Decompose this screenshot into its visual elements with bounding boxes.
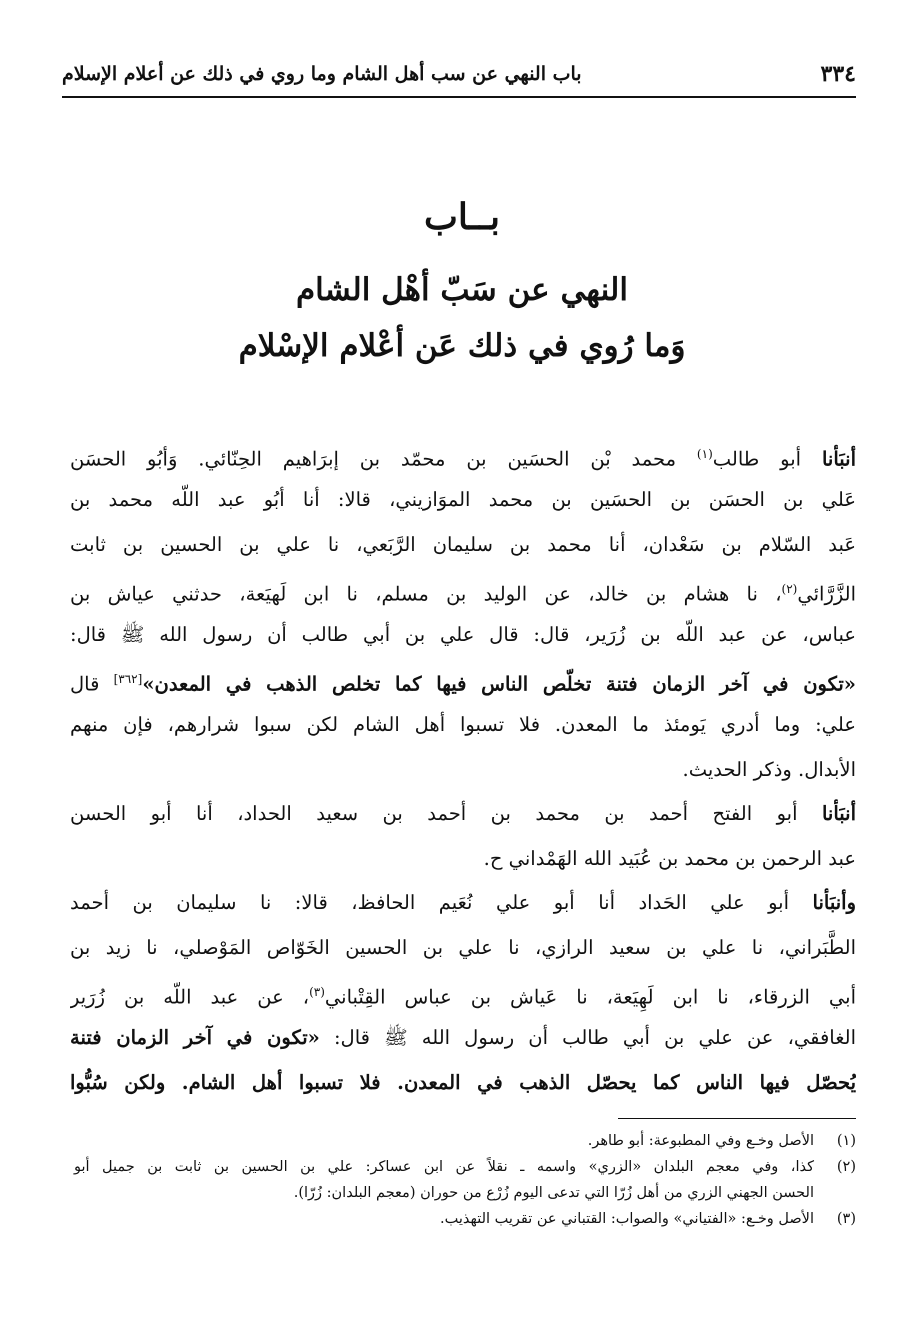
footnote-ref-3: (٣) (309, 985, 325, 999)
text-line (70, 432, 856, 477)
text-run: أبو علي الحَداد أنا أبو علي نُعَيم الحافظ، قالا: نا سليمان بن أحمد (70, 891, 813, 914)
paragraph-1 (70, 432, 856, 792)
text-run: الغافقي، عن علي بن أبي طالب أن رسول الله ﷺ قال: (319, 1026, 856, 1049)
text-run: أبو طالب (712, 447, 822, 471)
text-run: أبو الفتح أحمد بن محمد بن أحمد بن سعيد الحداد، أنا أبو الحسن (70, 802, 822, 825)
text-line (70, 970, 856, 1015)
footnote-ref-2: (٢) (781, 582, 798, 596)
hadith-number: [٣٦٢] (113, 672, 143, 686)
footnote-text: الأصل وخـع: «الفتياني» والصواب: القتباني عن تقريب التهذيب. (440, 1211, 814, 1227)
text-line (70, 1015, 856, 1060)
running-header (62, 52, 856, 98)
text-line: يُحصّل فيها الناس كما يحصّل الذهب في المعدن. فلا تسبوا أهل الشام. ولكن سُبُّوا (70, 1071, 856, 1094)
text-line: الطَّبَراني، نا علي بن سعيد الرازي، نا علي بن الحسين الخَوّاص المَوْصلي، نا زيد بن (70, 936, 856, 959)
text-line (70, 657, 856, 702)
text-run: الزَّرَّائي (797, 582, 856, 606)
footnote-1 (74, 1128, 856, 1154)
text-run: محمد بْن الحسَين بن محمّد بن إبرَاهيم الحِنّائي. وَأبُو الحسَن (70, 447, 697, 471)
text-line: عباس، عن عبد اللّه بن زُرَير، قال: قال علي بن أبي طالب أن رسول الله ﷺ قال: (70, 623, 856, 646)
footnote-divider (618, 1118, 856, 1119)
lead-word: أنبَأنا (821, 447, 856, 471)
text-line: عَبد السّلام بن سَعْدان، أنا محمد بن سليمان الرَّبَعي، نا علي بن الحسين بن ثابت (70, 533, 856, 556)
chapter-title-line-2: وَما رُوي في ذلك عَن أعْلام الإسْلام (238, 328, 686, 364)
text-line: عَلي بن الحسَن بن الحسَين بن محمد الموَازيني، قالا: أنا أبُو عبد اللّه محمد بن (70, 488, 856, 511)
text-line: الأبدال. وذكر الحديث. (682, 758, 856, 781)
footnote-2 (74, 1154, 856, 1206)
text-run: ، عن عبد اللّه بن زُرَير (70, 985, 310, 1009)
paragraph-2 (70, 791, 856, 881)
footnote-3 (74, 1206, 856, 1232)
text-run: ، نا هشام بن خالد، عن الوليد بن مسلم، نا ابن لَهيَعة، حدثني عياش بن (70, 582, 782, 606)
footnote-number: (١) (836, 1133, 856, 1149)
text-line (70, 880, 856, 925)
text-line: علي: وما أدري يَومئذ ما المعدن. فلا تسبوا أهل الشام لكن سبوا شرارهم، فإن منهم (70, 713, 856, 736)
text-line (70, 567, 856, 612)
running-title: باب النهي عن سب أهل الشام وما روي في ذلك عن أعلام الإسلام (62, 63, 582, 85)
footnote-text: كذا، وفي معجم البلدان «الزري» واسمه ـ نقلاً عن ابن عساكر: علي بن الحسين بن ثابت بن جميل أبو (74, 1159, 814, 1175)
text-line: عبد الرحمن بن محمد بن عُبَيد الله الهَمْداني ح. (483, 847, 856, 870)
lead-word: وأنبَأنا (812, 891, 856, 914)
text-run: أبي الزرقاء، نا ابن لَهِيَعة، نا عَياش بن عباس القِتْباني (324, 985, 856, 1009)
footnotes (74, 1128, 856, 1232)
paragraph-3 (70, 880, 856, 1105)
text-line (70, 791, 856, 836)
footnote-text: الحسن الجهني الزري من أهل زُرّا التي تدعى اليوم زُرْع من حوران (معجم البلدان: زُرّا). (293, 1185, 814, 1201)
hadith-quote: «تكون في آخر الزمان فتنة (70, 1026, 320, 1049)
footnote-ref-1: (١) (696, 447, 713, 461)
footnote-text: الأصل وخـع وفي المطبوعة: أبو طاهر. (587, 1133, 814, 1149)
footnote-number: (٣) (836, 1211, 856, 1227)
page-number: ٣٣٤ (820, 61, 856, 87)
chapter-title-line-1: النهي عن سَبّ أهْل الشام (295, 272, 628, 308)
lead-word: أنبَأنا (821, 802, 856, 825)
text-run: قال (70, 672, 114, 696)
chapter-word: بــاب (424, 196, 500, 238)
hadith-quote: «تكون في آخر الزمان فتنة تخلّص الناس فيها كما تخلص الذهب في المعدن» (142, 672, 856, 696)
footnote-number: (٢) (836, 1159, 856, 1175)
